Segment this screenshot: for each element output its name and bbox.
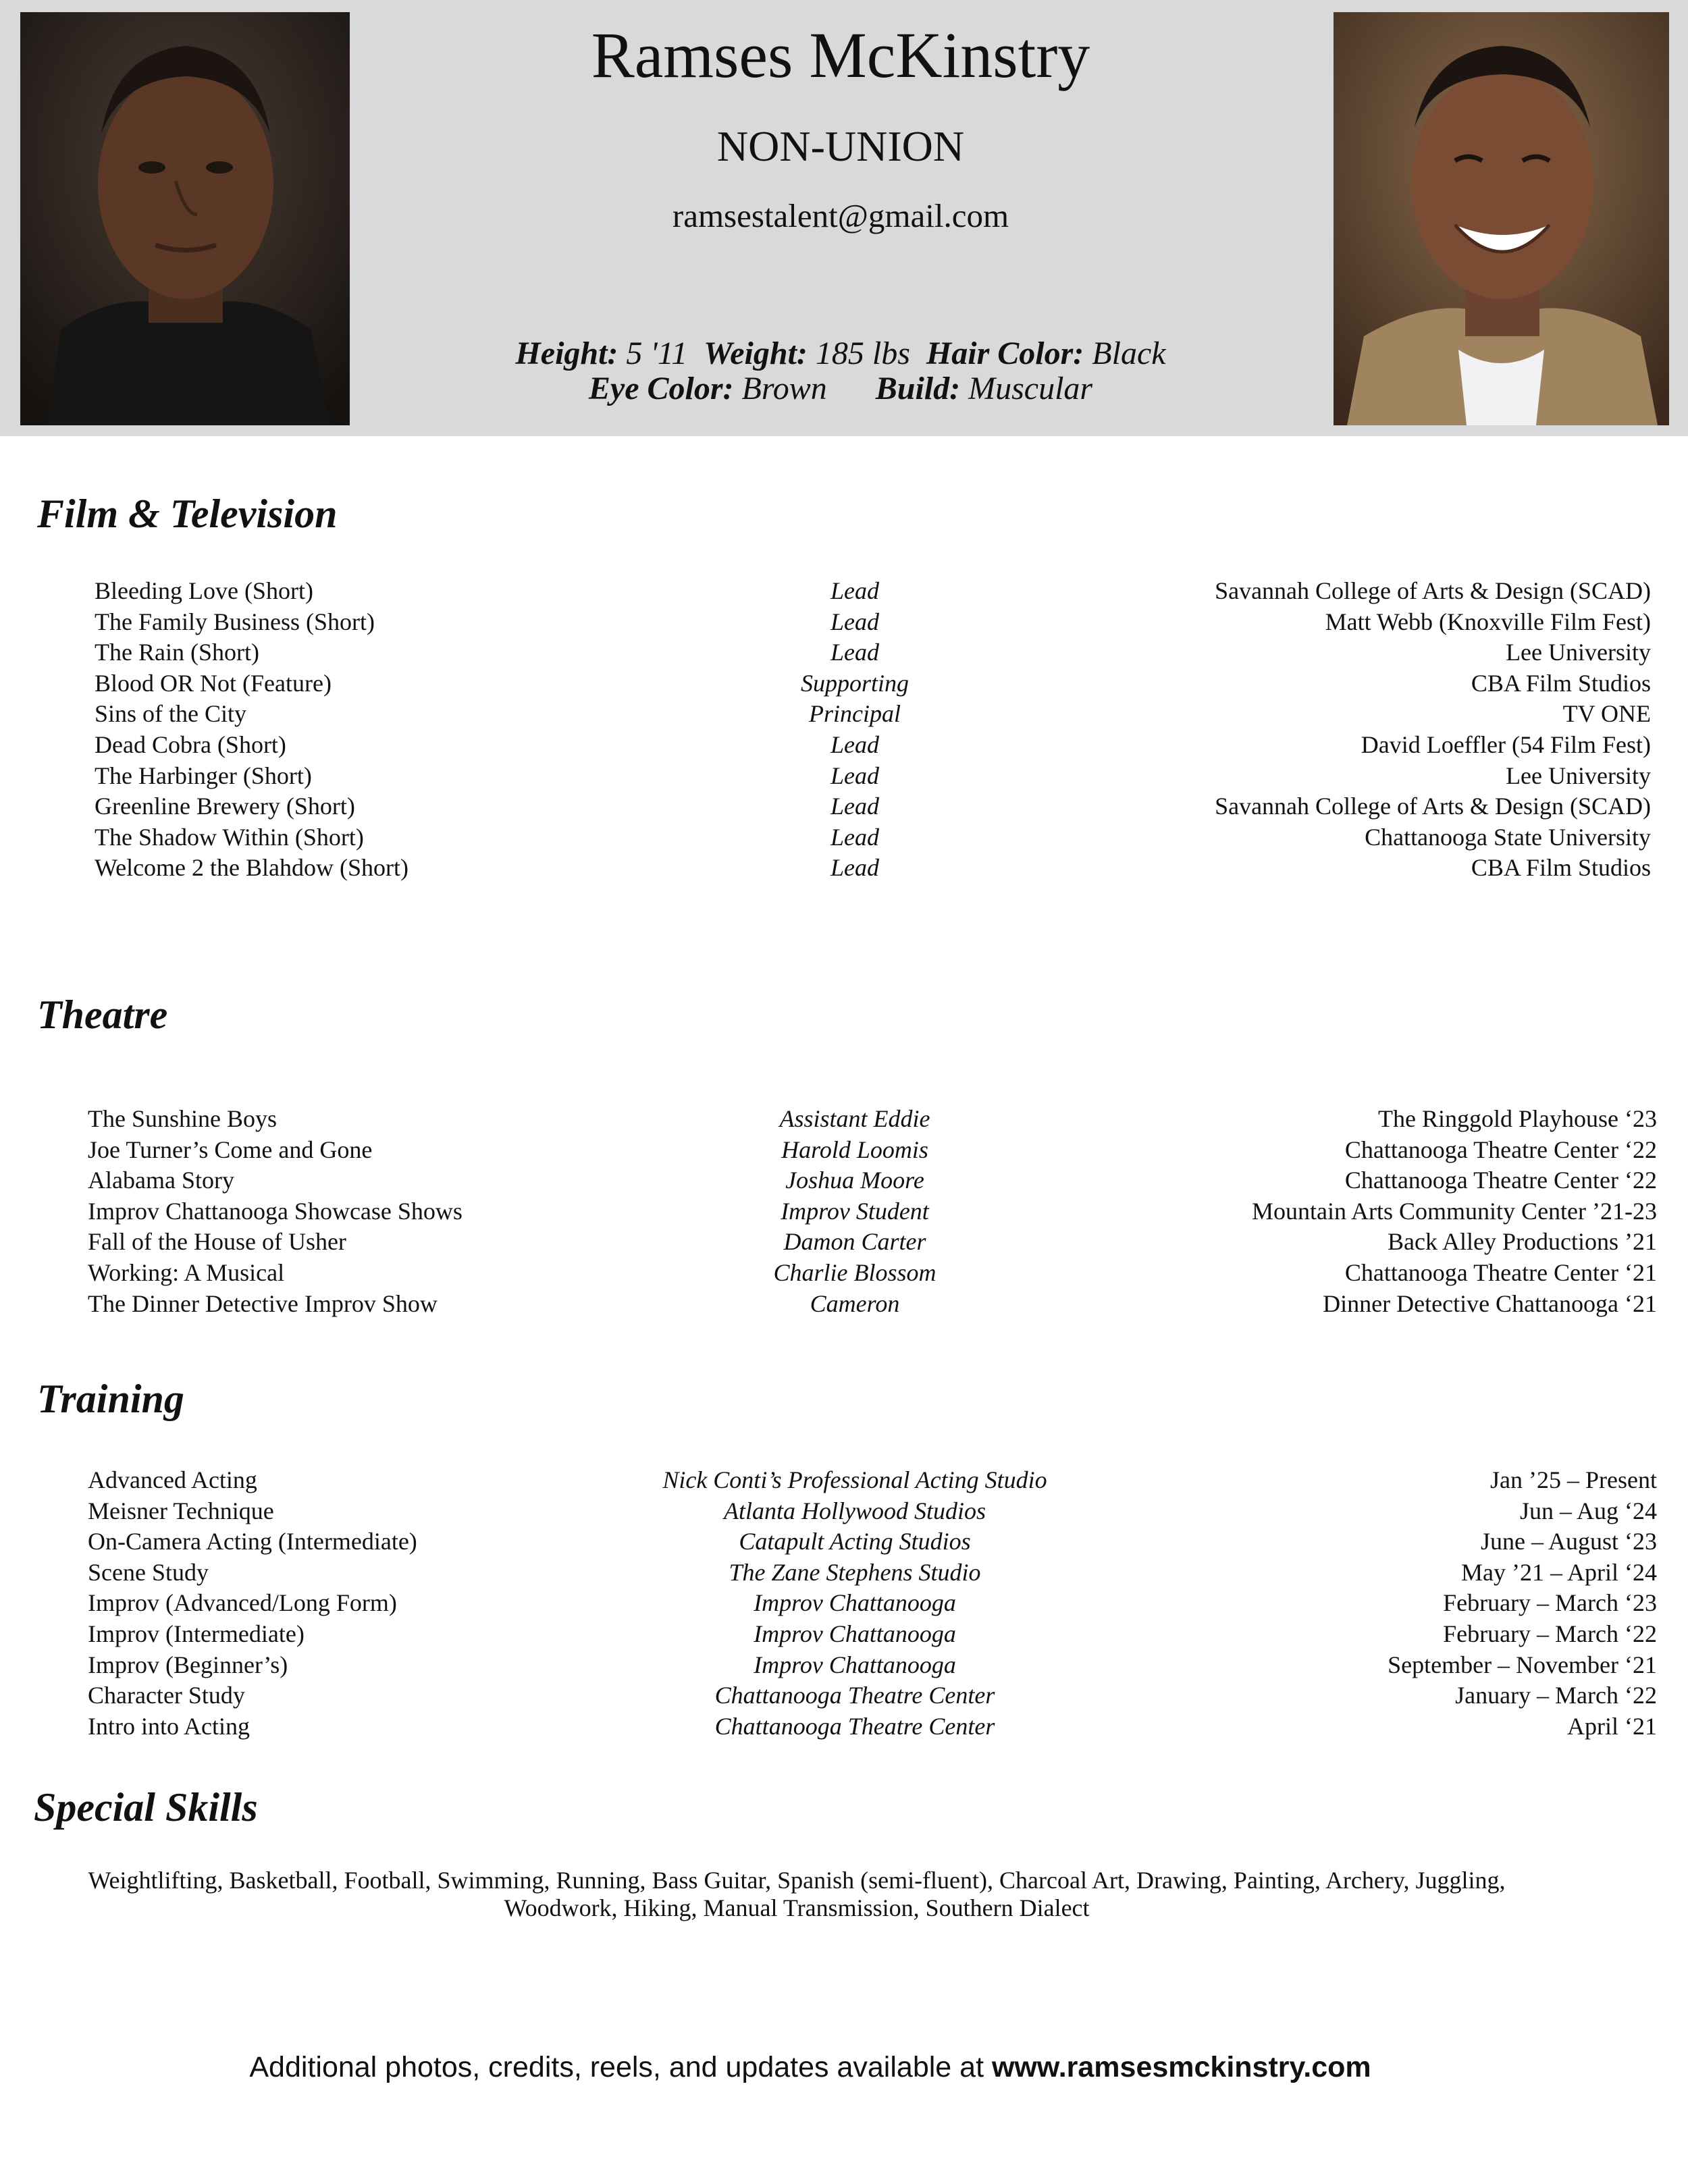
training-row	[0, 1526, 1688, 1557]
film-credit-row-company: Lee University	[1506, 762, 1651, 789]
film-credit-row	[0, 822, 1688, 853]
film-credit-row	[0, 791, 1688, 822]
film-credit-row-company: David Loeffler (54 Film Fest)	[1361, 730, 1651, 758]
website-link[interactable]: www.ramsesmckinstry.com	[991, 2051, 1371, 2083]
theatre-credit-row	[0, 1135, 1688, 1166]
film-credit-row-title: Bleeding Love (Short)	[95, 577, 313, 604]
theatre-credit-row-role: Harold Loomis	[781, 1136, 928, 1163]
theatre-credit-row	[0, 1104, 1688, 1135]
theatre-credit-row	[0, 1258, 1688, 1289]
film-credit-row-company: Lee University	[1506, 639, 1651, 666]
theatre-credit-row	[0, 1289, 1688, 1320]
training-row-role: Catapult Acting Studios	[739, 1528, 971, 1555]
film-credit-row	[0, 853, 1688, 884]
theatre-credit-row-company: Chattanooga Theatre Center ‘21	[1344, 1258, 1657, 1286]
training-row-company: April ‘21	[1567, 1712, 1657, 1740]
film-credit-row-company: Savannah College of Arts & Design (SCAD)	[1215, 793, 1651, 820]
film-credit-row-company: TV ONE	[1562, 700, 1651, 728]
theatre-credits	[0, 1104, 1688, 1319]
training-row-title: Meisner Technique	[88, 1497, 274, 1524]
training-row-role: Chattanooga Theatre Center	[714, 1682, 995, 1709]
training-row-title: Character Study	[88, 1682, 245, 1709]
theatre-credit-row-role: Improv Student	[781, 1197, 929, 1225]
film-credit-row	[0, 637, 1688, 668]
eye-color-label: Eye Color:	[588, 371, 734, 406]
resume-header	[0, 0, 1688, 436]
film-credit-row-title: Blood OR Not (Feature)	[95, 669, 332, 697]
film-credit-row-role: Lead	[830, 639, 879, 666]
hair-color-value: Black	[1092, 336, 1166, 371]
theatre-credit-row-title: Fall of the House of Usher	[88, 1228, 346, 1256]
film-credit-row-title: Greenline Brewery (Short)	[95, 793, 355, 820]
film-credit-row-role: Supporting	[800, 669, 909, 697]
weight-label: Weight:	[704, 336, 808, 371]
training-row	[0, 1496, 1688, 1527]
theatre-credit-row-role: Joshua Moore	[785, 1167, 924, 1194]
eye-color-value: Brown	[741, 371, 827, 406]
theatre-credit-row	[0, 1196, 1688, 1227]
headshot-photo-smiling	[1334, 12, 1669, 425]
training-row-company: January – March ‘22	[1455, 1682, 1657, 1709]
training-row-role: Improv Chattanooga	[754, 1620, 956, 1647]
film-credit-row-role: Lead	[830, 577, 879, 604]
training-row	[0, 1680, 1688, 1711]
training-row	[0, 1650, 1688, 1681]
section-title-film-tv: Film & Television	[37, 491, 338, 536]
email-address[interactable]: ramsestalent@gmail.com	[672, 197, 1009, 234]
section-title-training: Training	[37, 1377, 184, 1421]
theatre-credit-row-company: The Ringgold Playhouse ‘23	[1378, 1105, 1657, 1132]
film-credit-row-role: Lead	[830, 854, 879, 882]
training-row-role: Atlanta Hollywood Studios	[723, 1497, 986, 1524]
film-credit-row-title: The Rain (Short)	[95, 639, 259, 666]
film-credit-row-title: Welcome 2 the Blahdow (Short)	[95, 854, 408, 882]
hair-color-label: Hair Color:	[926, 336, 1084, 371]
theatre-credit-row-title: Improv Chattanooga Showcase Shows	[88, 1197, 463, 1225]
theatre-credit-row-company: Chattanooga Theatre Center ‘22	[1344, 1167, 1657, 1194]
theatre-credit-row-company: Dinner Detective Chattanooga ‘21	[1323, 1289, 1657, 1317]
union-status: NON-UNION	[716, 122, 965, 170]
skills-line-2: Woodwork, Hiking, Manual Transmission, Southern Dialect	[504, 1894, 1090, 1921]
build-value: Muscular	[968, 371, 1093, 406]
film-credit-row-company: CBA Film Studios	[1471, 854, 1651, 882]
film-credit-row-role: Principal	[809, 700, 901, 728]
training-row	[0, 1465, 1688, 1496]
film-credit-row-title: The Shadow Within (Short)	[95, 823, 364, 851]
training-row	[0, 1711, 1688, 1742]
film-credit-row-role: Lead	[830, 793, 879, 820]
film-tv-credits	[0, 576, 1688, 884]
theatre-credit-row-title: The Dinner Detective Improv Show	[88, 1289, 438, 1317]
film-credit-row-role: Lead	[830, 762, 879, 789]
training-row-role: Improv Chattanooga	[754, 1651, 956, 1678]
section-title-theatre: Theatre	[37, 992, 168, 1037]
theatre-credit-row	[0, 1165, 1688, 1196]
film-credit-row-company: Matt Webb (Knoxville Film Fest)	[1325, 608, 1651, 635]
film-credit-row	[0, 761, 1688, 792]
theatre-credit-row-title: Alabama Story	[88, 1167, 234, 1194]
training-row-title: Intro into Acting	[88, 1712, 250, 1740]
physical-stats	[365, 336, 1317, 406]
training-row-role: The Zane Stephens Studio	[729, 1558, 981, 1586]
theatre-credit-row-title: The Sunshine Boys	[88, 1105, 278, 1132]
film-credit-row-role: Lead	[830, 608, 879, 635]
film-credit-row-role: Lead	[830, 823, 879, 851]
training-row	[0, 1557, 1688, 1589]
training-row-title: Improv (Advanced/Long Form)	[88, 1589, 397, 1617]
film-credit-row-company: Chattanooga State University	[1365, 823, 1651, 851]
training-row-title: Improv (Beginner’s)	[88, 1651, 288, 1678]
footer-text: Additional photos, credits, reels, and updates available at	[249, 2051, 992, 2083]
training-row-company: September – November ‘21	[1388, 1651, 1657, 1678]
training-row-company: February – March ‘23	[1443, 1589, 1657, 1617]
training-row-role: Nick Conti’s Professional Acting Studio	[662, 1466, 1047, 1493]
film-credit-row-title: The Harbinger (Short)	[95, 762, 312, 789]
theatre-credit-row-role: Cameron	[810, 1289, 900, 1317]
training-row-company: Jun – Aug ‘24	[1519, 1497, 1657, 1524]
weight-value: 185 lbs	[815, 336, 910, 371]
training-row-company: May ’21 – April ‘24	[1461, 1558, 1657, 1586]
film-credit-row-title: The Family Business (Short)	[95, 608, 375, 635]
height-value: 5 '11	[626, 336, 688, 371]
film-credit-row	[0, 607, 1688, 638]
height-label: Height:	[515, 336, 618, 371]
training-row-role: Improv Chattanooga	[754, 1589, 956, 1617]
headshot-photo-serious	[20, 12, 350, 425]
theatre-credit-row-company: Mountain Arts Community Center ’21-23	[1252, 1197, 1657, 1225]
film-credit-row	[0, 668, 1688, 699]
film-credit-row	[0, 699, 1688, 730]
film-credit-row	[0, 576, 1688, 607]
training-row-company: February – March ‘22	[1443, 1620, 1657, 1647]
theatre-credit-row-role: Assistant Eddie	[779, 1105, 930, 1132]
theatre-credit-row-company: Chattanooga Theatre Center ‘22	[1344, 1136, 1657, 1163]
film-credit-row-title: Sins of the City	[95, 700, 247, 728]
film-credit-row-company: Savannah College of Arts & Design (SCAD)	[1215, 577, 1651, 604]
training-row-role: Chattanooga Theatre Center	[714, 1712, 995, 1740]
film-credit-row	[0, 730, 1688, 761]
film-credit-row-title: Dead Cobra (Short)	[95, 730, 286, 758]
film-credit-row-company: CBA Film Studios	[1471, 669, 1651, 697]
actor-name: Ramses McKinstry	[591, 19, 1090, 91]
training-row-company: June – August ‘23	[1481, 1528, 1657, 1555]
theatre-credit-row-role: Charlie Blossom	[773, 1258, 937, 1286]
training-row-title: Improv (Intermediate)	[88, 1620, 305, 1647]
training-row	[0, 1619, 1688, 1650]
section-title-special-skills: Special Skills	[34, 1785, 258, 1830]
theatre-credit-row-company: Back Alley Productions ’21	[1388, 1228, 1657, 1256]
theatre-credit-row-title: Working: A Musical	[88, 1258, 285, 1286]
special-skills-text	[34, 1867, 1560, 1922]
training-row-title: Scene Study	[88, 1558, 209, 1586]
theatre-credit-row-title: Joe Turner’s Come and Gone	[88, 1136, 373, 1163]
build-label: Build:	[875, 371, 961, 406]
theatre-credit-row-role: Damon Carter	[783, 1228, 926, 1256]
training-row-title: Advanced Acting	[88, 1466, 257, 1493]
training-row	[0, 1588, 1688, 1619]
training-row-title: On-Camera Acting (Intermediate)	[88, 1528, 417, 1555]
training-row-company: Jan ’25 – Present	[1490, 1466, 1657, 1493]
training-list	[0, 1465, 1688, 1742]
theatre-credit-row	[0, 1227, 1688, 1258]
skills-line-1: Weightlifting, Basketball, Football, Swimming, Running, Bass Guitar, Spanish (semi-fluent), Charcoal Art, Drawing, Painting, Archery, Juggling,	[88, 1867, 1506, 1894]
footer-note	[0, 2048, 1620, 2086]
film-credit-row-role: Lead	[830, 730, 879, 758]
